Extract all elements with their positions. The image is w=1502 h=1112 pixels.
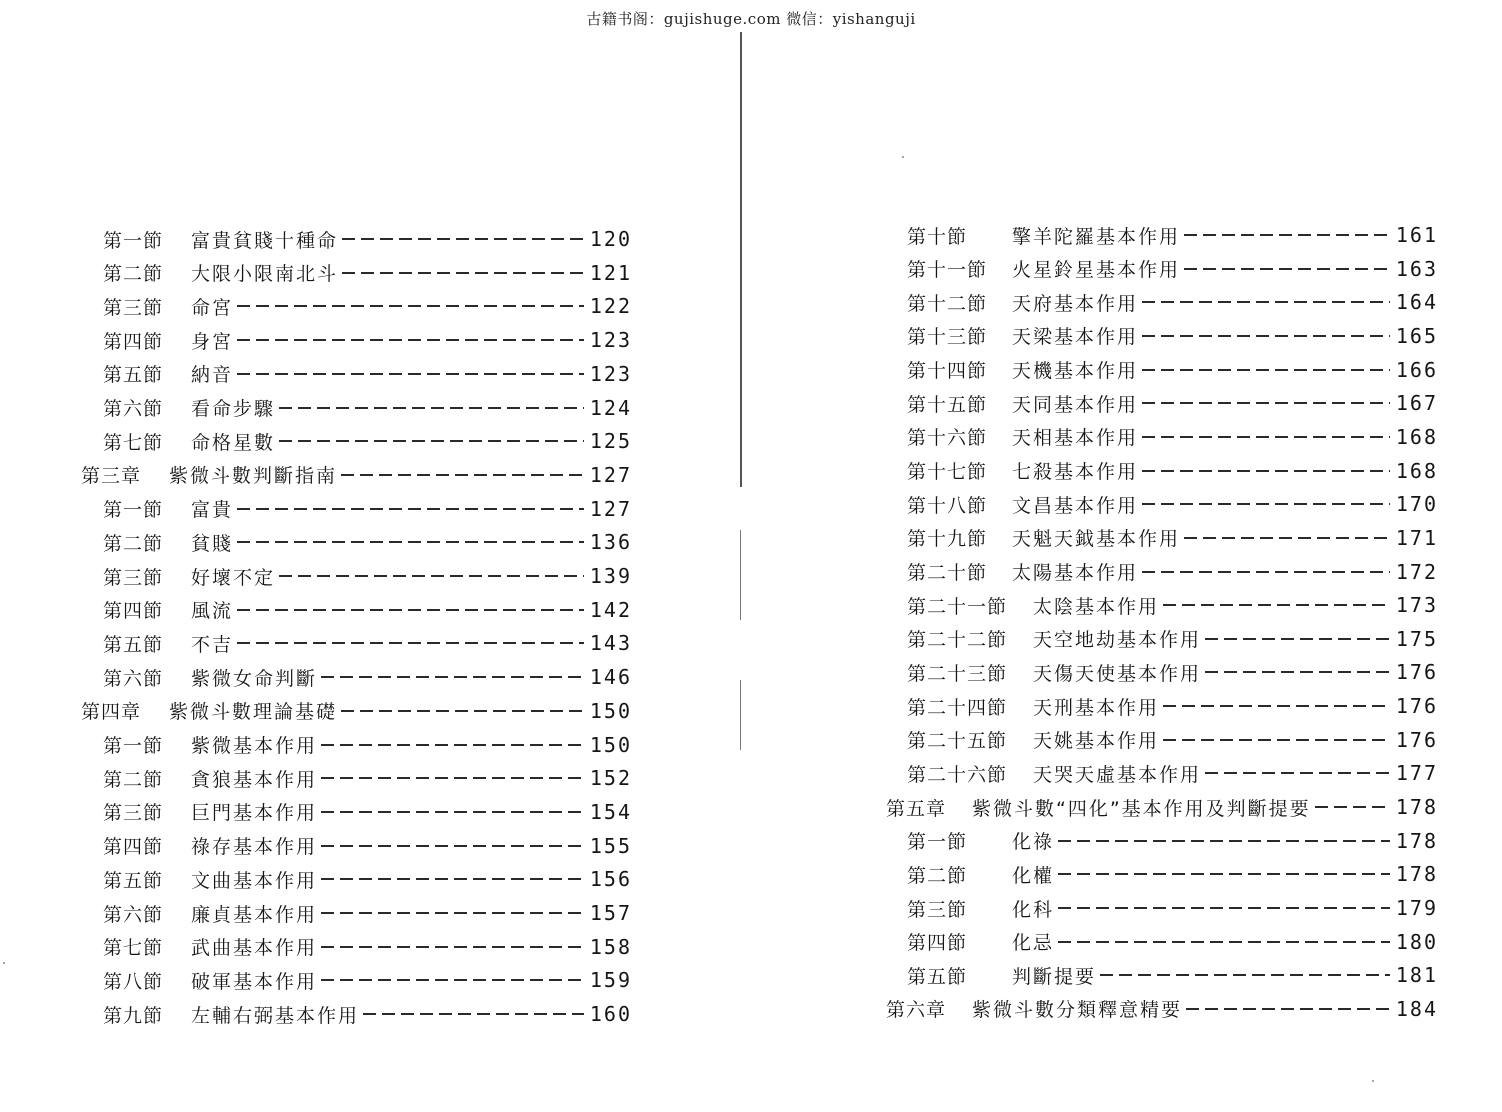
section-title: 風流 [191, 600, 234, 623]
page-number: 154 [589, 799, 632, 824]
dot-leader [321, 979, 584, 981]
dot-leader [1163, 604, 1390, 606]
toc-section-entry[interactable] [103, 527, 632, 557]
section-number: 第十五節 [907, 393, 988, 416]
dot-leader [1315, 806, 1390, 808]
section-number: 第五節 [103, 633, 164, 656]
section-title: 天傷天使基本作用 [1033, 662, 1202, 685]
dot-leader [1184, 537, 1390, 539]
toc-section-entry[interactable] [103, 494, 632, 524]
page-number: 173 [1395, 593, 1438, 618]
page-number: 175 [1395, 626, 1438, 651]
chapter-number: 第三章 [81, 465, 142, 488]
section-number: 第八節 [103, 970, 164, 993]
page-number: 159 [589, 968, 632, 993]
section-number: 第十六節 [907, 427, 988, 450]
dot-leader [321, 777, 584, 779]
page-number: 124 [589, 395, 632, 420]
page-number: 139 [589, 564, 632, 588]
toc-section-entry[interactable] [907, 287, 1438, 317]
toc-section-entry[interactable] [907, 624, 1438, 654]
toc-section-entry[interactable] [907, 456, 1438, 486]
toc-section-entry[interactable] [103, 628, 632, 658]
section-title: 化祿 [1012, 831, 1055, 854]
section-number: 第一節 [103, 229, 164, 252]
section-title: 天梁基本作用 [1012, 326, 1139, 349]
section-title: 武曲基本作用 [191, 937, 318, 960]
section-number: 第五節 [907, 965, 968, 988]
dot-leader [1142, 335, 1390, 337]
section-title: 不吉 [191, 633, 234, 656]
dot-leader [321, 811, 584, 813]
section-title: 文曲基本作用 [191, 869, 318, 892]
section-number: 第二十四節 [907, 696, 1008, 719]
toc-section-entry[interactable] [907, 355, 1438, 385]
dot-leader [1142, 436, 1390, 438]
chapter-title: 紫微斗數判斷指南 [169, 465, 338, 488]
dot-leader [321, 878, 584, 880]
section-number: 第三節 [103, 566, 164, 589]
page-number: 156 [589, 867, 632, 892]
section-number: 第四節 [103, 600, 164, 623]
section-title: 文昌基本作用 [1012, 494, 1139, 517]
page-number: 127 [589, 462, 632, 487]
page-number: 160 [589, 1002, 632, 1027]
dot-leader [1142, 301, 1390, 303]
section-number: 第二節 [103, 768, 164, 791]
page-number: 176 [1395, 660, 1438, 685]
toc-section-entry[interactable] [907, 220, 1438, 250]
section-number: 第十三節 [907, 326, 988, 349]
chapter-title: 紫微斗數分類釋意精要 [972, 999, 1183, 1022]
page-number: 181 [1395, 963, 1438, 988]
section-number: 第七節 [103, 937, 164, 960]
toc-section-entry[interactable] [103, 258, 632, 288]
toc-chapter-entry[interactable] [886, 994, 1438, 1024]
section-number: 第三節 [103, 296, 164, 319]
section-number: 第二節 [103, 263, 164, 286]
section-number: 第二十一節 [907, 595, 1008, 618]
section-number: 第十四節 [907, 360, 988, 383]
dot-leader [1205, 671, 1390, 673]
toc-chapter-entry[interactable] [81, 696, 632, 726]
section-title: 左輔右弼基本作用 [191, 1004, 360, 1027]
section-title: 擎羊陀羅基本作用 [1012, 225, 1181, 248]
dot-leader [1163, 705, 1390, 707]
dot-leader [1163, 739, 1390, 741]
section-number: 第十一節 [907, 259, 988, 282]
section-number: 第六節 [103, 398, 164, 420]
section-number: 第一節 [907, 831, 968, 854]
dot-leader [1058, 840, 1390, 842]
page-number: 122 [589, 294, 632, 319]
section-title: 化忌 [1012, 932, 1055, 955]
section-title: 天府基本作用 [1012, 292, 1139, 315]
page-number: 152 [589, 766, 632, 791]
section-title: 天同基本作用 [1012, 393, 1139, 416]
section-number: 第十節 [907, 225, 968, 248]
section-number: 第十七節 [907, 461, 988, 484]
toc-section-entry[interactable] [907, 557, 1438, 587]
section-title: 化科 [1012, 898, 1055, 921]
section-number: 第五節 [103, 364, 164, 387]
page-number: 150 [589, 698, 632, 723]
toc-section-entry[interactable] [103, 797, 632, 827]
section-title: 火星鈴星基本作用 [1012, 259, 1181, 282]
toc-chapter-entry[interactable] [886, 792, 1438, 822]
dot-leader [1205, 772, 1390, 774]
dot-leader [342, 272, 584, 274]
dot-leader [1205, 638, 1390, 640]
toc-chapter-entry[interactable] [81, 460, 632, 490]
toc-section-entry[interactable] [907, 489, 1438, 519]
section-title: 貧賤 [191, 532, 234, 555]
section-number: 第六節 [103, 667, 164, 690]
section-title: 貪狼基本作用 [191, 768, 318, 791]
dot-leader [1142, 470, 1390, 472]
section-title: 天刑基本作用 [1033, 696, 1160, 719]
page-number: 123 [589, 328, 632, 353]
page-number: 123 [589, 361, 632, 386]
section-title: 富貴 [191, 499, 234, 522]
section-number: 第十八節 [907, 494, 988, 517]
page-number: 168 [1395, 458, 1438, 483]
page-number: 155 [589, 833, 632, 858]
page-number: 125 [589, 429, 632, 454]
section-title: 看命步驟 [191, 398, 276, 420]
toc-section-entry[interactable] [103, 291, 632, 321]
dot-leader [237, 541, 584, 543]
toc-section-entry[interactable] [103, 763, 632, 793]
section-title: 命宮 [191, 296, 234, 319]
dot-leader [341, 710, 584, 712]
toc-section-entry[interactable] [907, 657, 1438, 687]
page-number: 143 [589, 631, 632, 656]
toc-section-entry[interactable] [103, 393, 632, 423]
section-title: 祿存基本作用 [191, 836, 318, 859]
page-number: 171 [1395, 525, 1438, 550]
toc-section-entry[interactable] [907, 388, 1438, 418]
section-title: 太陰基本作用 [1033, 595, 1160, 618]
dot-leader [341, 474, 584, 476]
section-title: 命格星數 [191, 431, 276, 454]
section-title: 化權 [1012, 864, 1055, 887]
section-title: 天魁天鉞基本作用 [1012, 528, 1181, 551]
section-number: 第五節 [103, 869, 164, 892]
dot-leader [1142, 571, 1390, 573]
dot-leader [279, 575, 584, 577]
section-title: 巨門基本作用 [191, 802, 318, 825]
page-number: 127 [589, 496, 632, 521]
toc-section-entry[interactable] [103, 595, 632, 625]
dot-leader [1142, 503, 1390, 505]
section-number: 第一節 [103, 735, 164, 757]
page-number: 161 [1395, 223, 1438, 247]
section-number: 第三節 [907, 898, 968, 921]
page-number: 158 [589, 934, 632, 959]
dot-leader [363, 1013, 584, 1015]
page-spine [740, 32, 742, 487]
dot-leader [237, 508, 584, 510]
section-title: 廉貞基本作用 [191, 903, 318, 926]
spine-fragment [740, 530, 741, 620]
spine-fragment [740, 680, 741, 750]
toc-section-entry[interactable] [907, 859, 1438, 889]
page-number: 163 [1395, 256, 1438, 281]
chapter-number: 第五章 [886, 797, 947, 820]
page-number: 178 [1395, 828, 1438, 853]
page-number: 178 [1395, 862, 1438, 887]
toc-section-entry[interactable] [103, 965, 632, 995]
section-number: 第二十三節 [907, 662, 1008, 685]
page-number: 165 [1395, 323, 1438, 348]
toc-section-entry[interactable] [103, 932, 632, 962]
toc-section-entry[interactable] [103, 662, 632, 692]
dot-leader [279, 407, 584, 409]
dot-leader [1184, 234, 1390, 236]
page-number: 150 [589, 732, 632, 757]
section-title: 富貴貧賤十種命 [191, 229, 339, 252]
section-title: 天空地劫基本作用 [1033, 629, 1202, 652]
toc-section-entry[interactable] [907, 758, 1438, 788]
toc-section-entry[interactable] [907, 826, 1438, 856]
toc-section-entry[interactable] [907, 422, 1438, 452]
toc-section-entry[interactable] [103, 561, 632, 591]
toc-section-entry[interactable] [103, 730, 632, 760]
section-title: 好壞不定 [191, 566, 276, 589]
chapter-number: 第六章 [886, 999, 947, 1022]
section-number: 第六節 [103, 903, 164, 926]
toc-section-entry[interactable] [103, 898, 632, 928]
scan-speck [3, 962, 5, 964]
page-number: 176 [1395, 694, 1438, 719]
dot-leader [237, 609, 584, 611]
section-number: 第二十二節 [907, 629, 1008, 652]
scan-speck [902, 156, 904, 158]
toc-section-entry[interactable] [907, 927, 1438, 957]
page-number: 146 [589, 665, 632, 690]
section-title: 太陽基本作用 [1012, 562, 1139, 584]
page-number: 136 [589, 530, 632, 555]
toc-section-entry[interactable] [103, 325, 632, 355]
toc-section-entry[interactable] [103, 359, 632, 389]
page-number: 168 [1395, 424, 1438, 449]
page-number: 121 [589, 260, 632, 285]
section-number: 第二十節 [907, 562, 988, 584]
page-number: 179 [1395, 896, 1438, 920]
dot-leader [321, 845, 584, 847]
section-number: 第二十五節 [907, 730, 1008, 753]
dot-leader [237, 642, 584, 644]
section-title: 紫微女命判斷 [191, 667, 318, 690]
section-number: 第四節 [907, 932, 968, 955]
page-number: 167 [1395, 391, 1438, 416]
section-number: 第七節 [103, 431, 164, 454]
section-title: 天相基本作用 [1012, 427, 1139, 450]
toc-section-entry[interactable] [103, 831, 632, 861]
section-number: 第四節 [103, 330, 164, 353]
toc-section-entry[interactable] [103, 864, 632, 894]
dot-leader [1142, 402, 1390, 404]
toc-section-entry[interactable] [907, 590, 1438, 620]
toc-section-entry[interactable] [907, 321, 1438, 351]
toc-section-entry[interactable] [907, 725, 1438, 755]
section-title: 天哭天虛基本作用 [1033, 763, 1202, 786]
toc-section-entry[interactable] [907, 893, 1438, 923]
dot-leader [1058, 941, 1390, 943]
section-number: 第二節 [103, 532, 164, 555]
dot-leader [1184, 268, 1390, 270]
page-number: 166 [1395, 357, 1438, 382]
section-title: 破軍基本作用 [191, 970, 318, 993]
toc-section-entry[interactable] [103, 999, 632, 1029]
dot-leader [321, 946, 584, 948]
page-number: 178 [1395, 795, 1438, 820]
watermark: 古籍书阁：gujishuge.com 微信：yishanguji [586, 10, 916, 28]
toc-section-entry[interactable] [103, 426, 632, 456]
page-number: 172 [1395, 559, 1438, 584]
section-number: 第二十六節 [907, 763, 1008, 786]
dot-leader [1058, 873, 1390, 875]
dot-leader [237, 305, 584, 307]
chapter-number: 第四章 [81, 701, 142, 724]
chapter-title: 紫微斗數理論基礎 [169, 701, 338, 724]
dot-leader [1100, 974, 1390, 976]
section-title: 判斷提要 [1012, 965, 1097, 988]
toc-section-entry[interactable] [103, 224, 632, 254]
dot-leader [321, 676, 584, 678]
page-number: 120 [589, 227, 632, 251]
section-title: 身宮 [191, 330, 234, 353]
toc-section-entry[interactable] [907, 523, 1438, 553]
section-number: 第一節 [103, 499, 164, 522]
dot-leader [1058, 907, 1390, 909]
page-number: 170 [1395, 492, 1438, 517]
page-number: 142 [589, 597, 632, 622]
section-number: 第十九節 [907, 528, 988, 551]
section-number: 第四節 [103, 836, 164, 859]
dot-leader [279, 440, 584, 442]
toc-section-entry[interactable] [907, 960, 1438, 990]
dot-leader [342, 238, 584, 240]
toc-section-entry[interactable] [907, 691, 1438, 721]
page-number: 177 [1395, 761, 1438, 786]
page-number: 176 [1395, 727, 1438, 752]
section-title: 紫微基本作用 [191, 735, 318, 757]
page-number: 180 [1395, 929, 1438, 954]
toc-section-entry[interactable] [907, 254, 1438, 284]
page-number: 157 [589, 901, 632, 925]
chapter-title: 紫微斗數“四化”基本作用及判斷提要 [972, 797, 1311, 820]
section-title: 納音 [191, 364, 234, 387]
page-number: 164 [1395, 290, 1438, 315]
section-number: 第九節 [103, 1004, 164, 1027]
page-number: 184 [1395, 996, 1438, 1021]
section-title: 七殺基本作用 [1012, 461, 1139, 484]
section-title: 大限小限南北斗 [191, 263, 339, 286]
dot-leader [1186, 1008, 1390, 1010]
scan-speck [1372, 1080, 1374, 1082]
section-number: 第三節 [103, 802, 164, 825]
section-number: 第二節 [907, 864, 968, 887]
dot-leader [321, 744, 584, 746]
section-title: 天機基本作用 [1012, 360, 1139, 383]
dot-leader [237, 373, 584, 375]
section-number: 第十二節 [907, 292, 988, 315]
dot-leader [321, 912, 584, 914]
dot-leader [1142, 369, 1390, 371]
section-title: 天姚基本作用 [1033, 730, 1160, 753]
dot-leader [237, 339, 584, 341]
